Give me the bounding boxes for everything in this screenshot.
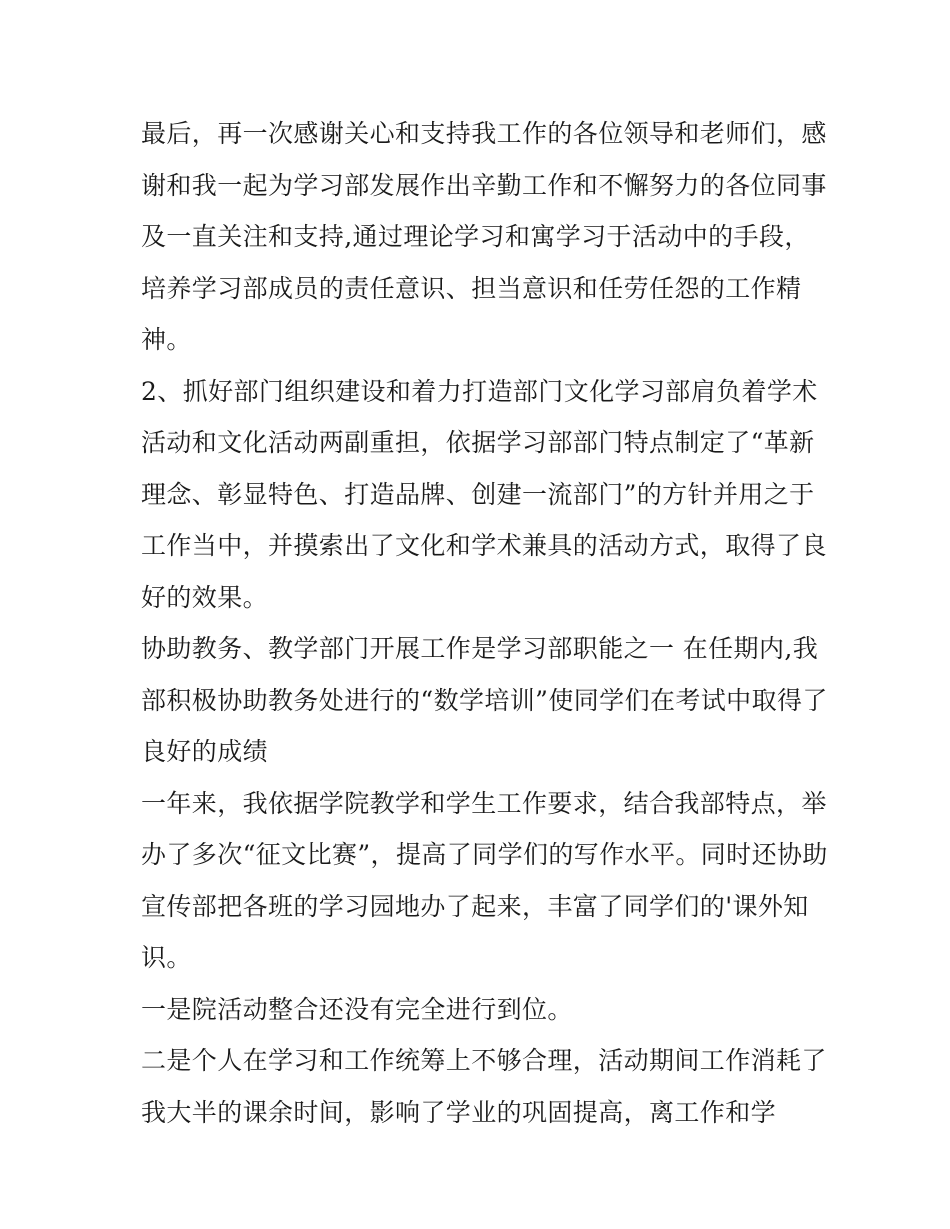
text-line: 理念、彰显特色、打造品牌、创建一流部门”的方针并用之于 bbox=[141, 479, 815, 509]
text-line: 协助教务、教学部门开展工作是学习部职能之一 在任期内,我 bbox=[141, 634, 819, 663]
text-line: 工作当中，并摸索出了文化和学术兼具的活动方式，取得了良 bbox=[141, 531, 827, 560]
text-line: 二是个人在学习和工作统筹上不够合理，活动期间工作消耗了 bbox=[141, 1046, 827, 1075]
text-line: 办了多次“征文比赛”，提高了同学们的写作水平。同时还协助 bbox=[141, 840, 828, 869]
text-line: 培养学习部成员的责任意识、担当意识和任劳任怨的工作精 bbox=[141, 273, 802, 303]
text-line: 最后，再一次感谢关心和支持我工作的各位领导和老师们，感 bbox=[141, 119, 827, 148]
text-line: 2、抓好部门组织建设和着力打造部门文化学习部肩负着学术 bbox=[141, 376, 818, 406]
text-line: 神。 bbox=[141, 325, 192, 354]
text-line: 一是院活动整合还没有完全进行到位。 bbox=[141, 994, 573, 1024]
text-line: 良好的成绩 bbox=[141, 737, 269, 766]
text-line: 活动和文化活动两副重担，依据学习部部门特点制定了“革新 bbox=[141, 428, 815, 457]
text-line: 及一直关注和支持,通过理论学习和寓学习于活动中的手段， bbox=[141, 222, 810, 251]
text-line: 部积极协助教务处进行的“数学培训”使同学们在考试中取得了 bbox=[141, 685, 828, 715]
document-body bbox=[141, 108, 828, 1138]
text-line: 我大半的课余时间，影响了学业的巩固提高，离工作和学 bbox=[141, 1097, 777, 1127]
text-line: 谢和我一起为学习部发展作出辛勤工作和不懈努力的各位同事 bbox=[141, 170, 827, 200]
text-line: 一年来，我依据学院教学和学生工作要求，结合我部特点，举 bbox=[141, 788, 827, 818]
text-line: 识。 bbox=[141, 943, 192, 972]
text-line: 宣传部把各班的学习园地办了起来，丰富了同学们的'课外知 bbox=[141, 891, 809, 921]
text-line: 好的效果。 bbox=[141, 582, 269, 612]
